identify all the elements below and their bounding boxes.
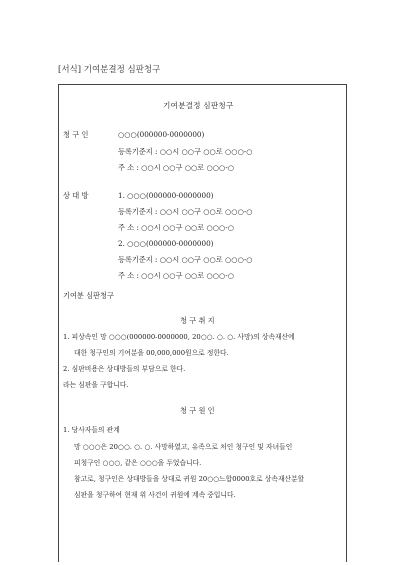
respondent-2-domicile: 등록기준지 : ○○시 ○○구 ○○로 ○○○-○ [118, 255, 253, 264]
respondent-1-address: 주 소 : ○○시 ○○구 ○○로 ○○○-○ [118, 223, 234, 232]
respondent-1-domicile: 등록기준지 : ○○시 ○○구 ○○로 ○○○-○ [118, 207, 253, 216]
respondent-1-name: 1. ○○○(000000-0000000) [118, 191, 214, 200]
cause-line: 1. 당사자들의 관계 [63, 426, 120, 434]
respondent-2-name: 2. ○○○(000000-0000000) [118, 239, 214, 248]
cause-line: 피청구인 ○○○, 같은 ○○○을 두었습니다. [74, 459, 202, 467]
case-name: 기여분 심판청구 [63, 291, 114, 300]
purpose-line: 1. 피상속인 망 ○○○(000000-0000000, 20○○. ○. ○. 사망)의 상속재산에 [63, 333, 295, 341]
respondent-label: 상 대 방 [63, 191, 89, 200]
claimant-domicile: 등록기준지 : ○○시 ○○구 ○○로 ○○○-○ [118, 147, 253, 156]
claimant-address: 주 소 : ○○시 ○○구 ○○로 ○○○-○ [118, 163, 234, 172]
claimant-name: ○○○(000000-0000000) [118, 130, 205, 139]
purpose-line: 2. 심판비용은 상대방들의 부담으로 한다. [63, 365, 186, 373]
purpose-heading: 청 구 취 지 [180, 316, 215, 325]
cause-line: 심판을 청구하여 현재 위 사건이 귀원에 계속 중입니다. [74, 491, 236, 499]
cause-heading: 청 구 원 인 [180, 406, 215, 415]
cause-line: 참고로, 청구인은 상대방들을 상대로 귀원 20○○느합0000호로 상속재산분할 [74, 475, 305, 483]
respondent-2-address: 주 소 : ○○시 ○○구 ○○로 ○○○-○ [118, 271, 234, 280]
claimant-label: 청 구 인 [63, 130, 89, 139]
purpose-line: 라는 심판을 구합니다. [63, 381, 129, 389]
cause-line: 망 ○○○은 20○○. ○. ○. 사망하였고, 유족으로 처인 청구인 및 자녀들인 [74, 443, 293, 451]
purpose-line: 대한 청구인의 기여분을 00,000,000원으로 정한다. [74, 349, 229, 357]
document-title: 기여분결정 심판청구 [163, 101, 234, 110]
form-caption: [서식] 기여분결정 심판청구 [58, 65, 161, 75]
